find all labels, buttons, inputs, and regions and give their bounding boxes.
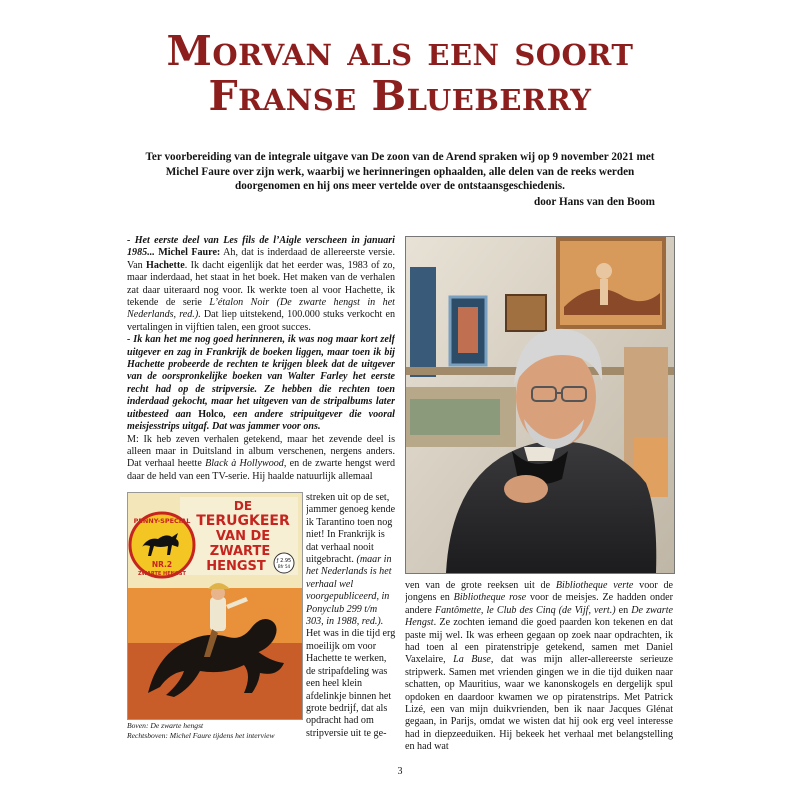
- question-2-part1: - Ik kan het me nog goed herinneren, ik was nog maar kort zelf uitgever en zag in Frankrijk de boeken liggen, maar toen ik bij Hachette probeerde de rechten te krijgen bleek dat de uitgever van de oorspronkelijke boeken van Walter Farley het eerste recht had op de stripversie. Ze hebben die rechten toen inderdaad gekocht, maar het uitgeven van de stripalbums later uitbesteed aan: [127, 334, 395, 420]
- answer-1-text-a: Ah, dat is inderdaad de allereerste versie. Van: [127, 247, 395, 271]
- paragraph-a2: [127, 434, 395, 484]
- right-text-fantomette: Fantômette, le Club des Cinq (de Vijf, vert.): [434, 604, 616, 616]
- right-text-c: voor de meisjes. Ze hadden onder andere: [405, 592, 673, 616]
- answer-2-title: Black à Hollywood: [205, 458, 284, 470]
- right-text-b: voor de jongens en: [405, 580, 673, 604]
- side-text-ponyclub: Ponyclub 299 t/m 303, in 1988, red.).: [306, 603, 384, 628]
- comic-cover-image: [127, 492, 303, 720]
- answer-1-series: L’étalon Noir (De zwarte hengst in het Nederlands, red.).: [127, 297, 395, 321]
- answer-1-hachette: Hachette: [146, 259, 185, 271]
- question-2-holco: Holco: [198, 408, 224, 420]
- speaker-label: Michel Faure:: [158, 247, 221, 259]
- left-side-column-text: [306, 492, 396, 762]
- right-text-d: en: [615, 604, 632, 616]
- side-text-red: (maar in het Nederlands is het verhaal wel voorgepubliceerd, in: [306, 554, 392, 603]
- answer-2-part1: M: Ik heb zeven verhalen getekend, maar het zevende deel is alleen maar in Duitsland in album verschenen, nergens anders. Dat verhaal heette: [127, 433, 395, 470]
- right-text-f: , dat was mijn aller-allereerste serieuze stripwerk. Samen met vrienden gingen we in die tijd duiken naar schatten, op Mauritius, waar we kanonskogels en dergelijk spul opdoken en daardoor kwamen we op piratenstrips. Met Patrick Lizé, een van mijn duikvrienden, ben ik naar Jacques Glénat gegaan, in Parijs, omdat we wisten dat hij ook erg veel interesse had in diepzeeduiken. Hij bekeek het verhaal met belangstelling en had wat: [405, 654, 673, 753]
- comic-badge-bottom: ZWARTE HENGST: [138, 571, 186, 577]
- comic-title-line5: HENGST: [206, 559, 266, 574]
- page-number: 3: [397, 766, 403, 777]
- article-byline: door Hans van den Boom: [533, 196, 655, 208]
- paragraph-q1: [127, 235, 395, 334]
- comic-cover-art: [128, 493, 302, 719]
- comic-price: ƒ 2.95: [276, 558, 292, 564]
- answer-2-part2: , en de zwarte hengst werd daar de held van een TV-serie. Hij haalde natuurlijk allemaal: [127, 458, 395, 482]
- paragraph-q2: [127, 334, 395, 433]
- side-text-part1: streken uit op de set, jammer genoeg kende ik Tarantino toen nog niet! In Frankrijk is dat verhaal nooit uitgebracht.: [306, 492, 396, 566]
- right-text-hengst: De zwarte Hengst: [405, 604, 673, 629]
- comic-price-sub: Bfr 54: [277, 564, 291, 569]
- right-text-rose: Bibliotheque rose: [453, 592, 527, 604]
- comic-title-line2: TERUGKEER: [196, 513, 290, 529]
- paragraph-right: [405, 580, 673, 754]
- article-intro: Ter voorbereiding van de integrale uitgave van De zoon van de Arend spraken wij op 9 november 2021 met Michel Faure over zijn werk, waarbij we herinneringen ophaalden, alle delen van de reeks werden doorgenomen en hij ons meer vertelde over de ontstaansgeschiedenis.: [145, 151, 655, 193]
- comic-badge-number: NR.2: [151, 560, 173, 569]
- rider-illustration: [210, 597, 226, 631]
- side-text-part2: Het was in die tijd erg moeilijk om voor Hachette te werken, de stripafdeling was een heel klein afdelinkje binnen het grote bedrijf, dat als opdracht had om stripversie uit te ge-: [306, 628, 396, 739]
- caption-comic: Boven: De zwarte hengst: [127, 721, 204, 730]
- comic-title-line3: VAN DE: [215, 529, 271, 544]
- right-text-verte: Bibliotheque verte: [555, 580, 634, 591]
- article-title-line2: Franse Blueberry: [208, 72, 592, 120]
- caption-photo: Rechtsboven: Michel Faure tijdens het interview: [127, 730, 275, 740]
- question-2-part2: , een andere stripuitgever die vooral meisjesstrips uitgaf. Dat was jammer voor ons.: [127, 408, 395, 433]
- answer-1-text-c: Dat liep uitstekend, 100.000 stuks verkocht en vertalingen in vijftien talen, een groot succes.: [127, 309, 395, 333]
- article-title-line1: Morvan als een soort: [166, 27, 634, 75]
- comic-title-line1: DE: [233, 499, 253, 513]
- paragraph-side: [306, 492, 396, 740]
- photo-michel-faure: [405, 236, 675, 574]
- right-text-buse: La Buse: [453, 654, 491, 666]
- question-1: - Het eerste deel van Les fils de l’Aigle verscheen in januari 1985...: [127, 235, 395, 259]
- right-column-text: [405, 580, 673, 763]
- framed-picture-left: [410, 267, 436, 377]
- image-captions: [127, 721, 307, 740]
- photo-illustration: [406, 237, 674, 573]
- comic-badge-top: PENNY-SPECIAL: [133, 517, 191, 525]
- comic-title-line4: ZWARTE: [209, 544, 271, 559]
- right-text-e: . Ze zochten iemand die goed paarden kon tekenen en dat paste mij wel. Ik was erheen gegaan op zoek naar opdrachten, ik had toen al een piratenstripje getekend, samen met Daniel Vaxelaire,: [405, 617, 673, 666]
- right-text-a: ven van de grote reeksen uit de: [405, 580, 556, 591]
- left-column-text: [127, 235, 395, 495]
- answer-1-text-b: . Ik dacht eigenlijk dat het eerder was, 1983 of zo, maar inderdaad, het staat in het boek. Het maken van de verhalen zat daar uiteraard nog voor. Ik werkte toen al voor Hachette, ik tekende de serie: [127, 259, 395, 309]
